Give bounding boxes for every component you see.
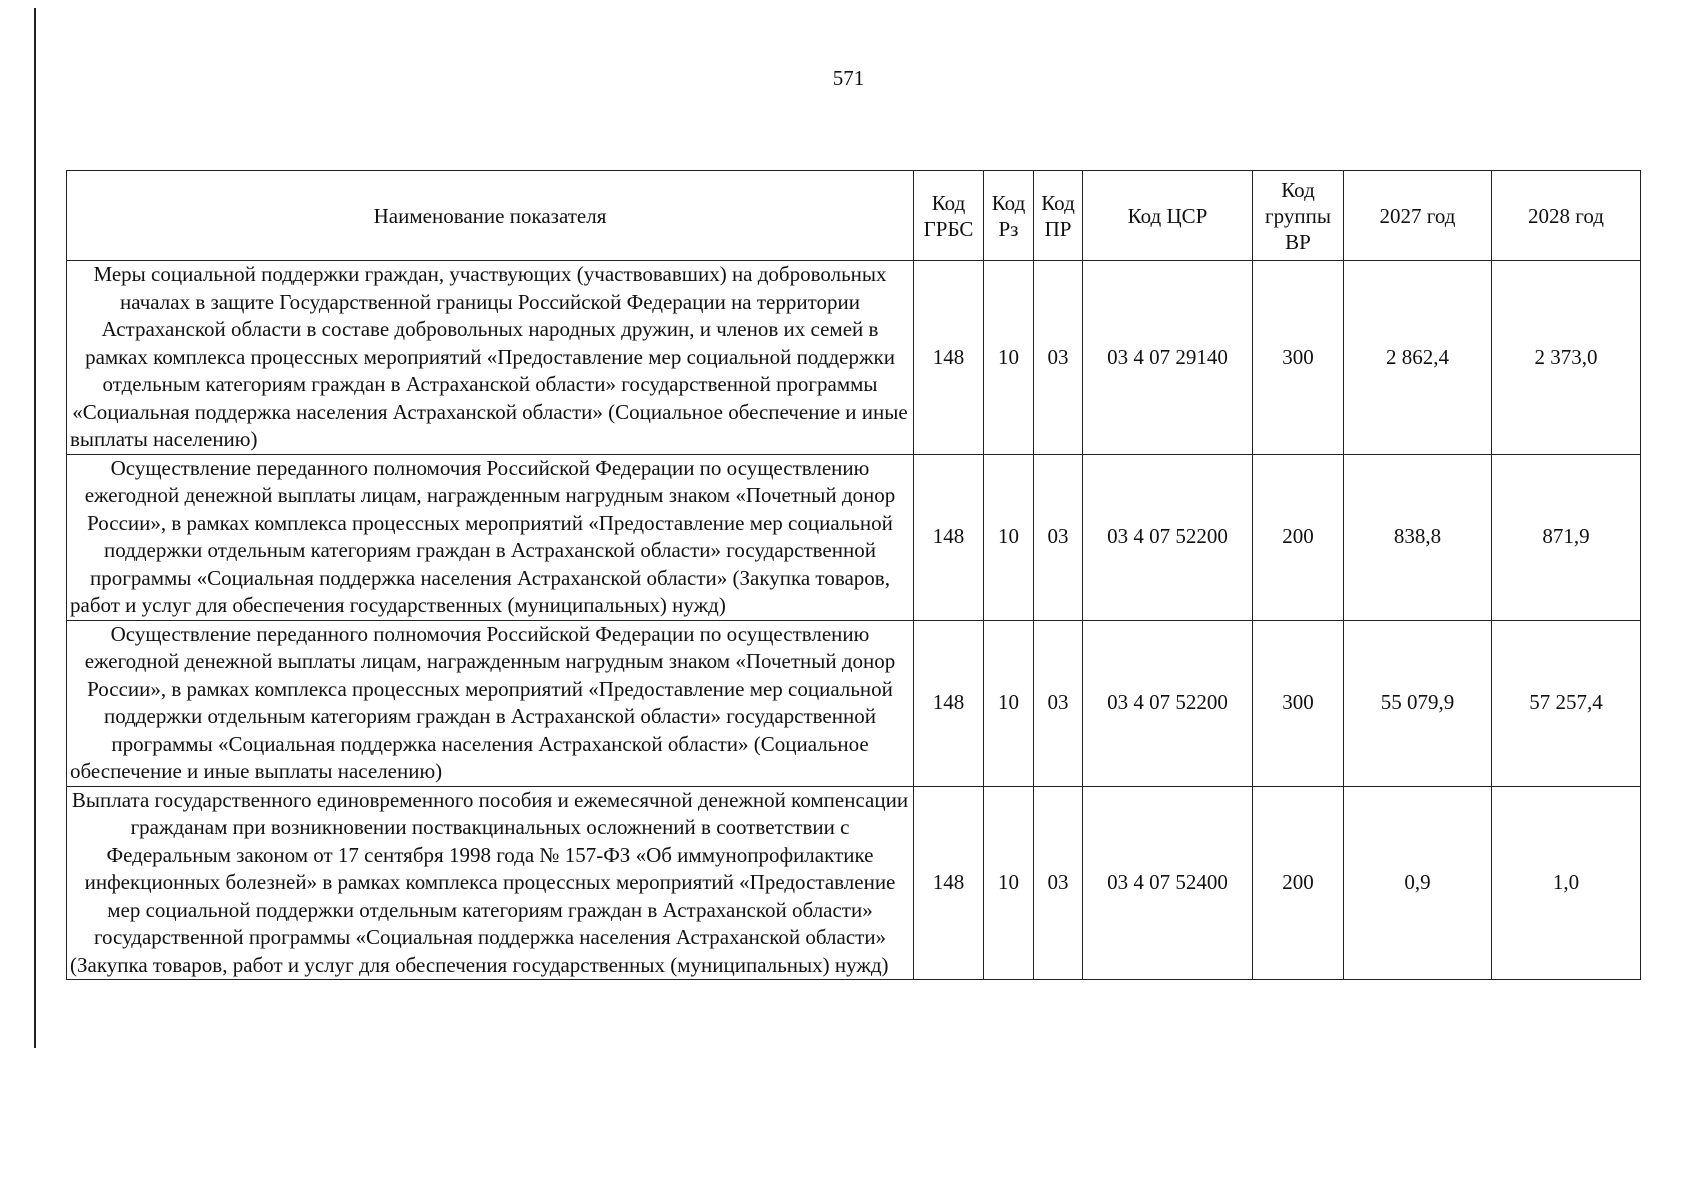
header-csr: Код ЦСР: [1083, 171, 1253, 261]
header-grbs: Код ГРБС: [914, 171, 984, 261]
table-header: [67, 171, 1641, 261]
header-row: [67, 171, 1641, 261]
row-2028: 1,0: [1492, 786, 1641, 980]
table-row: [67, 454, 1641, 620]
row-2027: 838,8: [1344, 454, 1492, 620]
row-2027: 55 079,9: [1344, 620, 1492, 786]
page-number: 571: [832, 66, 865, 90]
row-2027: 2 862,4: [1344, 261, 1492, 455]
row-pr: 03: [1034, 454, 1083, 620]
binding-edge-line: [34, 8, 36, 1048]
row-name: Осуществление переданного полномочия Российской Федерации по осуществлению ежегодной денежной выплаты лицам, награжденным нагрудным знаком «Почетный донор России», в рамках комплекса процессных мероприятий «Предоставление мер социальной поддержки отдельным категориям граждан в Астраханской области» государственной программы «Социальная поддержка населения Астраханской области» (Социальное обеспечение и иные выплаты населению): [67, 620, 914, 786]
row-vr: 200: [1253, 454, 1344, 620]
row-pr: 03: [1034, 620, 1083, 786]
header-vr: Код группы ВР: [1253, 171, 1344, 261]
table-body: [67, 261, 1641, 980]
row-pr: 03: [1034, 786, 1083, 980]
row-grbs: 148: [914, 261, 984, 455]
row-rz: 10: [984, 620, 1034, 786]
row-vr: 300: [1253, 261, 1344, 455]
row-name: Осуществление переданного полномочия Российской Федерации по осуществлению ежегодной денежной выплаты лицам, награжденным нагрудным знаком «Почетный донор России», в рамках комплекса процессных мероприятий «Предоставление мер социальной поддержки отдельным категориям граждан в Астраханской области» государственной программы «Социальная поддержка населения Астраханской области» (Закупка товаров, работ и услуг для обеспечения государственных (муниципальных) нужд): [67, 454, 914, 620]
header-2027: 2027 год: [1344, 171, 1492, 261]
row-csr: 03 4 07 52200: [1083, 620, 1253, 786]
row-2028: 871,9: [1492, 454, 1641, 620]
row-csr: 03 4 07 52200: [1083, 454, 1253, 620]
row-name: Выплата государственного единовременного пособия и ежемесячной денежной компенсации гражданам при возникновении поствакцинальных осложнений в соответствии с Федеральным законом от 17 сентября 1998 года № 157-ФЗ «Об иммунопрофилактике инфекционных болезней» в рамках комплекса процессных мероприятий «Предоставление мер социальной поддержки отдельным категориям граждан в Астраханской области» государственной программы «Социальная поддержка населения Астраханской области» (Закупка товаров, работ и услуг для обеспечения государственных (муниципальных) нужд): [67, 786, 914, 980]
row-2027: 0,9: [1344, 786, 1492, 980]
row-rz: 10: [984, 261, 1034, 455]
row-pr: 03: [1034, 261, 1083, 455]
row-name: Меры социальной поддержки граждан, участвующих (участвовавших) на добровольных началах в защите Государственной границы Российской Федерации на территории Астраханской области в составе добровольных народных дружин, и членов их семей в рамках комплекса процессных мероприятий «Предоставление мер социальной поддержки отдельным категориям граждан в Астраханской области» государственной программы «Социальная поддержка населения Астраханской области» (Социальное обеспечение и иные выплаты населению): [67, 261, 914, 455]
header-rz: Код Рз: [984, 171, 1034, 261]
table-row: [67, 261, 1641, 455]
table-row: [67, 786, 1641, 980]
row-vr: 300: [1253, 620, 1344, 786]
header-2028: 2028 год: [1492, 171, 1641, 261]
row-csr: 03 4 07 29140: [1083, 261, 1253, 455]
row-csr: 03 4 07 52400: [1083, 786, 1253, 980]
row-rz: 10: [984, 454, 1034, 620]
row-grbs: 148: [914, 620, 984, 786]
row-vr: 200: [1253, 786, 1344, 980]
row-grbs: 148: [914, 454, 984, 620]
table-row: [67, 620, 1641, 786]
header-pr: Код ПР: [1034, 171, 1083, 261]
header-name: Наименование показателя: [67, 171, 914, 261]
row-2028: 57 257,4: [1492, 620, 1641, 786]
row-grbs: 148: [914, 786, 984, 980]
row-rz: 10: [984, 786, 1034, 980]
row-2028: 2 373,0: [1492, 261, 1641, 455]
budget-table: [66, 170, 1641, 980]
